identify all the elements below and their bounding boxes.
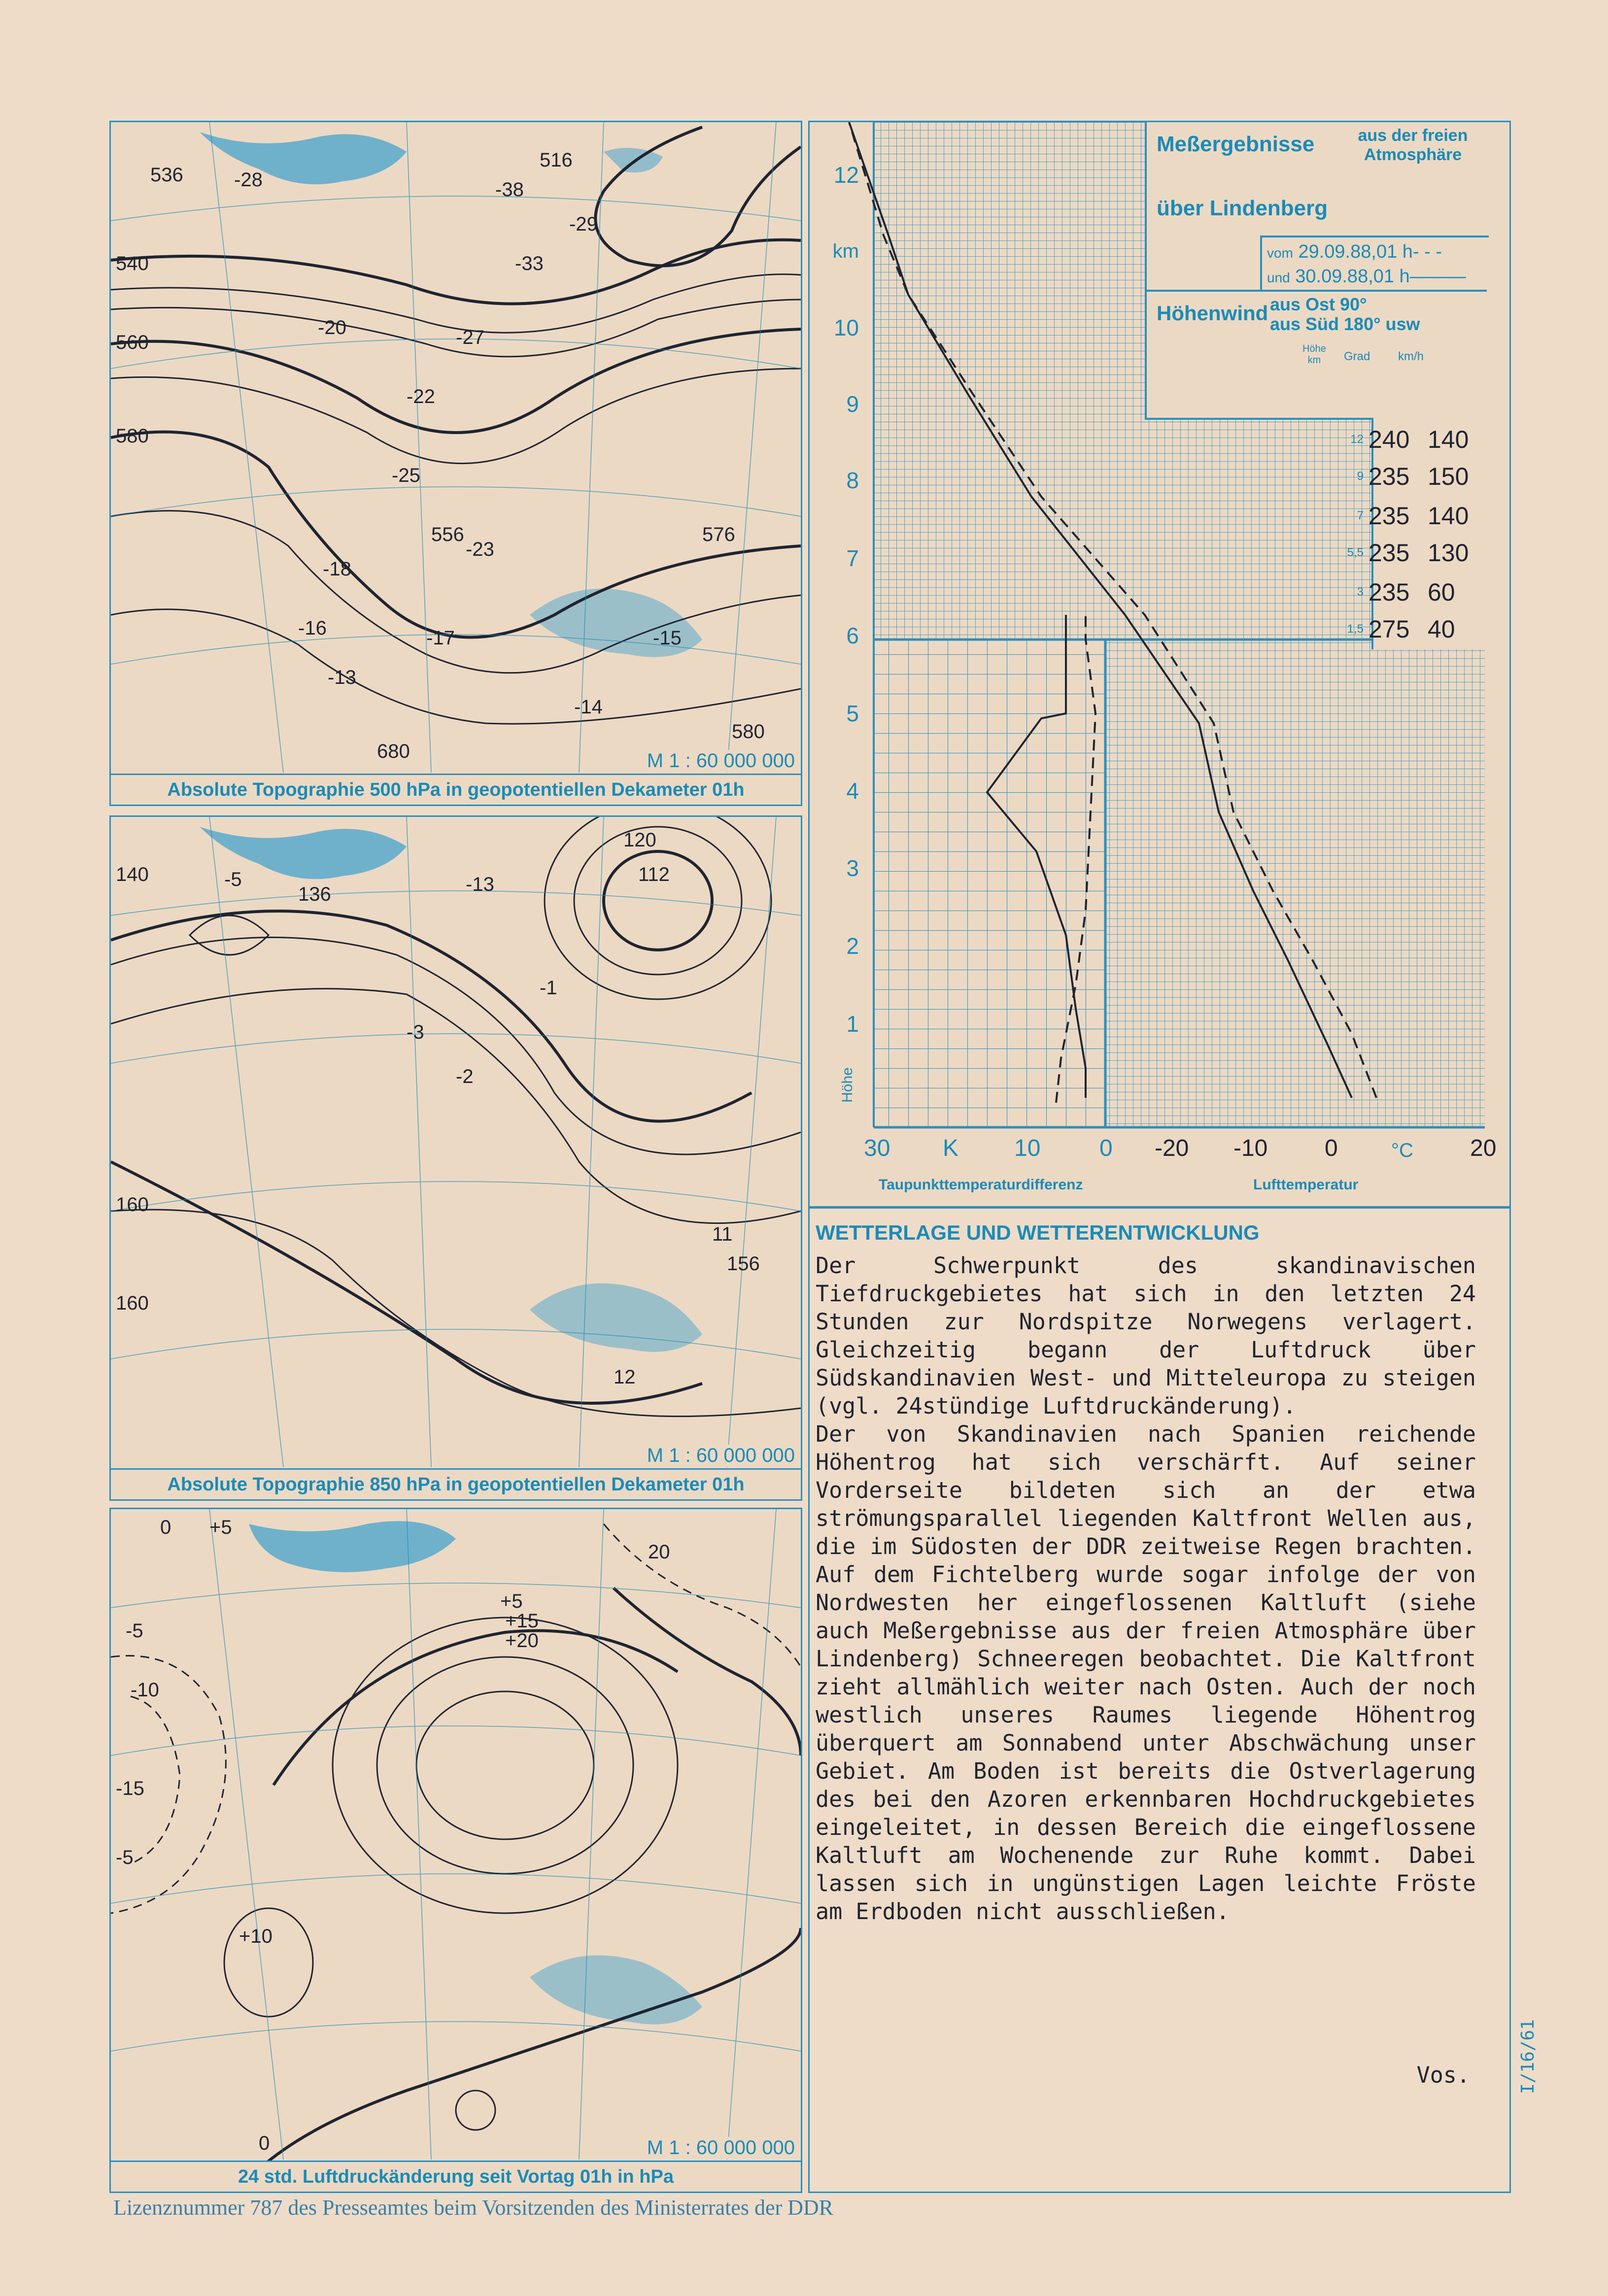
y-tick: 8 [846, 468, 859, 493]
row-height: 3 [1357, 585, 1364, 599]
article-paragraph-2: Der von Skandinavien nach Spanien reichende Höhentrog hat sich verschärft. Auf seiner Vorderseite bildeten sich an der etwa strömungsparallel liegenden Kaltfront Wellen aus, die im Südosten der DDR zeitweise Regen brachten. Auf dem Fichtelberg wurde sogar infolge der von Nordwesten her eingeflossenen Kaltluft (siehe auch Meßergebnisse aus der freien Atmosphäre über Lindenberg) Schneeregen beobachtet. Die Kaltfront zieht allmählich weiter nach Osten. Auch der noch westlich unseres Raumes liegende Höhentrog überquert am Sonnabend unter Abschwächung unser Gebiet. Am Boden ist bereits die Ostverlagerung des bei den Azoren erkennbaren Hochdruckgebietes eingeleitet, in dessen Bereich die eingeflossene Kaltluft am Wochenende zur Ruhe kommt. Dabei lassen sich in ungünstigen Lagen leichte Fröste am Erdboden nicht ausschließen. [816, 1421, 1476, 1925]
and-label: und [1267, 270, 1290, 285]
col-speed: km/h [1398, 350, 1424, 363]
row-deg: 235 [1369, 578, 1410, 606]
article-title: WETTERLAGE UND WETTERENTWICKLUNG [816, 1221, 1260, 1244]
map-850hpa-scale: M 1 : 60 000 000 [644, 1445, 798, 1467]
svg-text:-29: -29 [569, 213, 598, 235]
map-850hpa-caption: Absolute Topographie 850 hPa in geopotentiellen Dekameter 01h [111, 1468, 801, 1499]
sounding-title: Meßergebnisse [1157, 132, 1315, 156]
x-tick: 10 [1014, 1135, 1041, 1161]
y-tick: 12 [833, 162, 859, 188]
row-kmh: 130 [1428, 539, 1469, 567]
from-value: 29.09.88,01 h- - - [1298, 241, 1442, 262]
svg-text:120: 120 [623, 829, 656, 851]
svg-text:-13: -13 [466, 874, 494, 895]
svg-text:-3: -3 [407, 1021, 424, 1043]
row-deg: 235 [1369, 463, 1410, 490]
svg-text:140: 140 [116, 864, 149, 885]
svg-text:-5: -5 [224, 869, 242, 890]
svg-text:516: 516 [540, 149, 573, 171]
table-row [1357, 499, 1487, 534]
svg-text:-20: -20 [318, 317, 346, 338]
svg-text:560: 560 [116, 332, 149, 353]
svg-text:-17: -17 [426, 627, 455, 649]
sounding-location: über Lindenberg [1157, 196, 1328, 220]
map-500hpa-drawing [111, 122, 801, 805]
side-code: I/16/61 [1518, 2019, 1538, 2094]
row-kmh: 60 [1428, 578, 1455, 606]
col-height: Höhe km [1302, 343, 1326, 366]
map-pressure-change [109, 1508, 802, 2193]
x-tick: 0 [1325, 1135, 1338, 1161]
svg-text:+20: +20 [505, 1630, 539, 1652]
svg-text:20: 20 [648, 1541, 670, 1563]
row-height: 7 [1357, 509, 1364, 522]
svg-text:-15: -15 [116, 1778, 144, 1799]
y-tick: 2 [846, 933, 859, 959]
map-500hpa-caption: Absolute Topographie 500 hPa in geopotentiellen Dekameter 01h [111, 774, 801, 805]
svg-text:580: 580 [732, 721, 765, 743]
map-500hpa [109, 121, 802, 806]
wind-dir2: aus Süd 180° usw [1270, 314, 1420, 334]
svg-text:-13: -13 [328, 667, 356, 688]
x-tick: -10 [1233, 1135, 1268, 1161]
row-height: 5,5 [1347, 546, 1364, 559]
svg-text:-10: -10 [131, 1679, 159, 1701]
row-kmh: 140 [1428, 426, 1469, 453]
y-tick: 10 [833, 315, 859, 340]
map-pressure-change-scale: M 1 : 60 000 000 [644, 2137, 798, 2159]
row-deg: 240 [1369, 426, 1410, 453]
svg-text:+10: +10 [239, 1925, 273, 1947]
svg-text:-14: -14 [574, 696, 603, 718]
y-tick: 9 [846, 391, 859, 417]
km-label: km [832, 240, 859, 262]
svg-text:112: 112 [638, 864, 670, 885]
svg-text:536: 536 [150, 164, 183, 186]
svg-text:-16: -16 [298, 617, 327, 639]
row-height: 1,5 [1347, 622, 1364, 636]
svg-text:-15: -15 [653, 627, 682, 649]
sounding-dates [1260, 236, 1489, 292]
svg-text:540: 540 [116, 253, 149, 274]
svg-text:-2: -2 [456, 1066, 474, 1087]
x-right-title: Lufttemperatur [1253, 1177, 1359, 1193]
svg-text:+5: +5 [500, 1590, 523, 1612]
svg-text:11: 11 [712, 1223, 733, 1245]
sounding-panel [808, 121, 1511, 1208]
table-row [1350, 423, 1487, 457]
table-row [1357, 460, 1487, 494]
y-axis-labels [810, 122, 874, 1132]
y-tick: 7 [846, 545, 859, 571]
x-tick: -20 [1155, 1135, 1189, 1161]
svg-text:136: 136 [298, 883, 331, 905]
svg-text:+15: +15 [505, 1610, 539, 1632]
y-tick: 4 [846, 778, 859, 804]
map-850hpa [109, 815, 802, 1501]
col-deg: Grad [1344, 350, 1370, 363]
x-tick: °C [1391, 1140, 1413, 1161]
svg-text:+5: +5 [209, 1517, 232, 1538]
map-pressure-change-drawing [111, 1509, 801, 2192]
svg-text:-25: -25 [392, 465, 420, 486]
map-850hpa-drawing [111, 817, 801, 1499]
wind-section [1147, 290, 1487, 420]
wind-dir: aus Ost 90° [1270, 294, 1367, 314]
x-tick: 0 [1099, 1135, 1113, 1161]
svg-text:-28: -28 [234, 169, 263, 191]
y-tick: 3 [846, 855, 859, 881]
table-row [1357, 575, 1487, 610]
x-tick: K [943, 1135, 959, 1161]
x-axis-labels [810, 1132, 1509, 1206]
x-tick: 20 [1470, 1135, 1497, 1161]
svg-text:-22: -22 [407, 386, 435, 407]
y-tick: 1 [846, 1011, 859, 1037]
y-tick: 6 [846, 623, 859, 648]
svg-text:156: 156 [727, 1253, 760, 1275]
row-kmh: 40 [1428, 615, 1455, 643]
svg-text:-5: -5 [116, 1847, 134, 1868]
svg-text:-1: -1 [540, 977, 557, 999]
svg-text:160: 160 [116, 1194, 149, 1216]
row-deg: 235 [1369, 502, 1410, 530]
and-value: 30.09.88,01 h——— [1295, 266, 1466, 287]
table-row [1347, 612, 1487, 647]
row-height: 12 [1350, 433, 1364, 446]
sounding-subtitle: aus der freien Atmosphäre [1358, 126, 1468, 164]
row-kmh: 150 [1428, 463, 1469, 490]
height-label: Höhe [839, 1067, 855, 1103]
svg-text:-23: -23 [466, 539, 494, 560]
table-row [1347, 536, 1487, 571]
svg-text:160: 160 [116, 1292, 149, 1314]
x-tick: 30 [864, 1135, 890, 1161]
svg-text:576: 576 [702, 524, 735, 545]
svg-text:-5: -5 [126, 1620, 143, 1642]
wind-title: Höhenwind [1157, 302, 1268, 325]
svg-text:-18: -18 [323, 558, 351, 580]
svg-text:12: 12 [614, 1366, 636, 1388]
article-body [816, 1251, 1476, 1925]
x-left-title: Taupunkttemperaturdifferenz [879, 1177, 1083, 1193]
row-deg: 235 [1369, 539, 1410, 567]
article-paragraph-1: Der Schwerpunkt des skandinavischen Tiefdruckgebietes hat sich in den letzten 24 Stunden zur Nordspitze Norwegens verlagert. Gleichzeitig begann der Luftdruck über Südskandinavien West- und Mitteleuropa zu steigen (vgl. 24stündige Luftdruckänderung). [816, 1252, 1476, 1419]
svg-text:-33: -33 [515, 253, 544, 274]
svg-text:-27: -27 [456, 327, 484, 348]
y-tick: 5 [846, 701, 859, 726]
map-pressure-change-caption: 24 std. Luftdruckänderung seit Vortag 01h in hPa [111, 2161, 801, 2192]
row-height: 9 [1357, 470, 1364, 483]
license-line: Lizenznummer 787 des Presseamtes beim Vorsitzenden des Ministerrates der DDR [113, 2195, 834, 2220]
svg-text:580: 580 [116, 425, 149, 447]
row-deg: 275 [1369, 615, 1410, 643]
sounding-header [1145, 122, 1487, 420]
wind-table [1347, 418, 1487, 649]
svg-text:0: 0 [259, 2132, 270, 2154]
svg-text:0: 0 [160, 1517, 171, 1538]
article-signature: Vos. [1416, 2062, 1470, 2088]
map-500hpa-scale: M 1 : 60 000 000 [644, 750, 798, 772]
svg-text:-38: -38 [495, 179, 524, 201]
from-label: vom [1267, 245, 1293, 261]
svg-text:680: 680 [377, 741, 410, 762]
row-kmh: 140 [1428, 502, 1469, 530]
svg-text:556: 556 [431, 524, 464, 545]
